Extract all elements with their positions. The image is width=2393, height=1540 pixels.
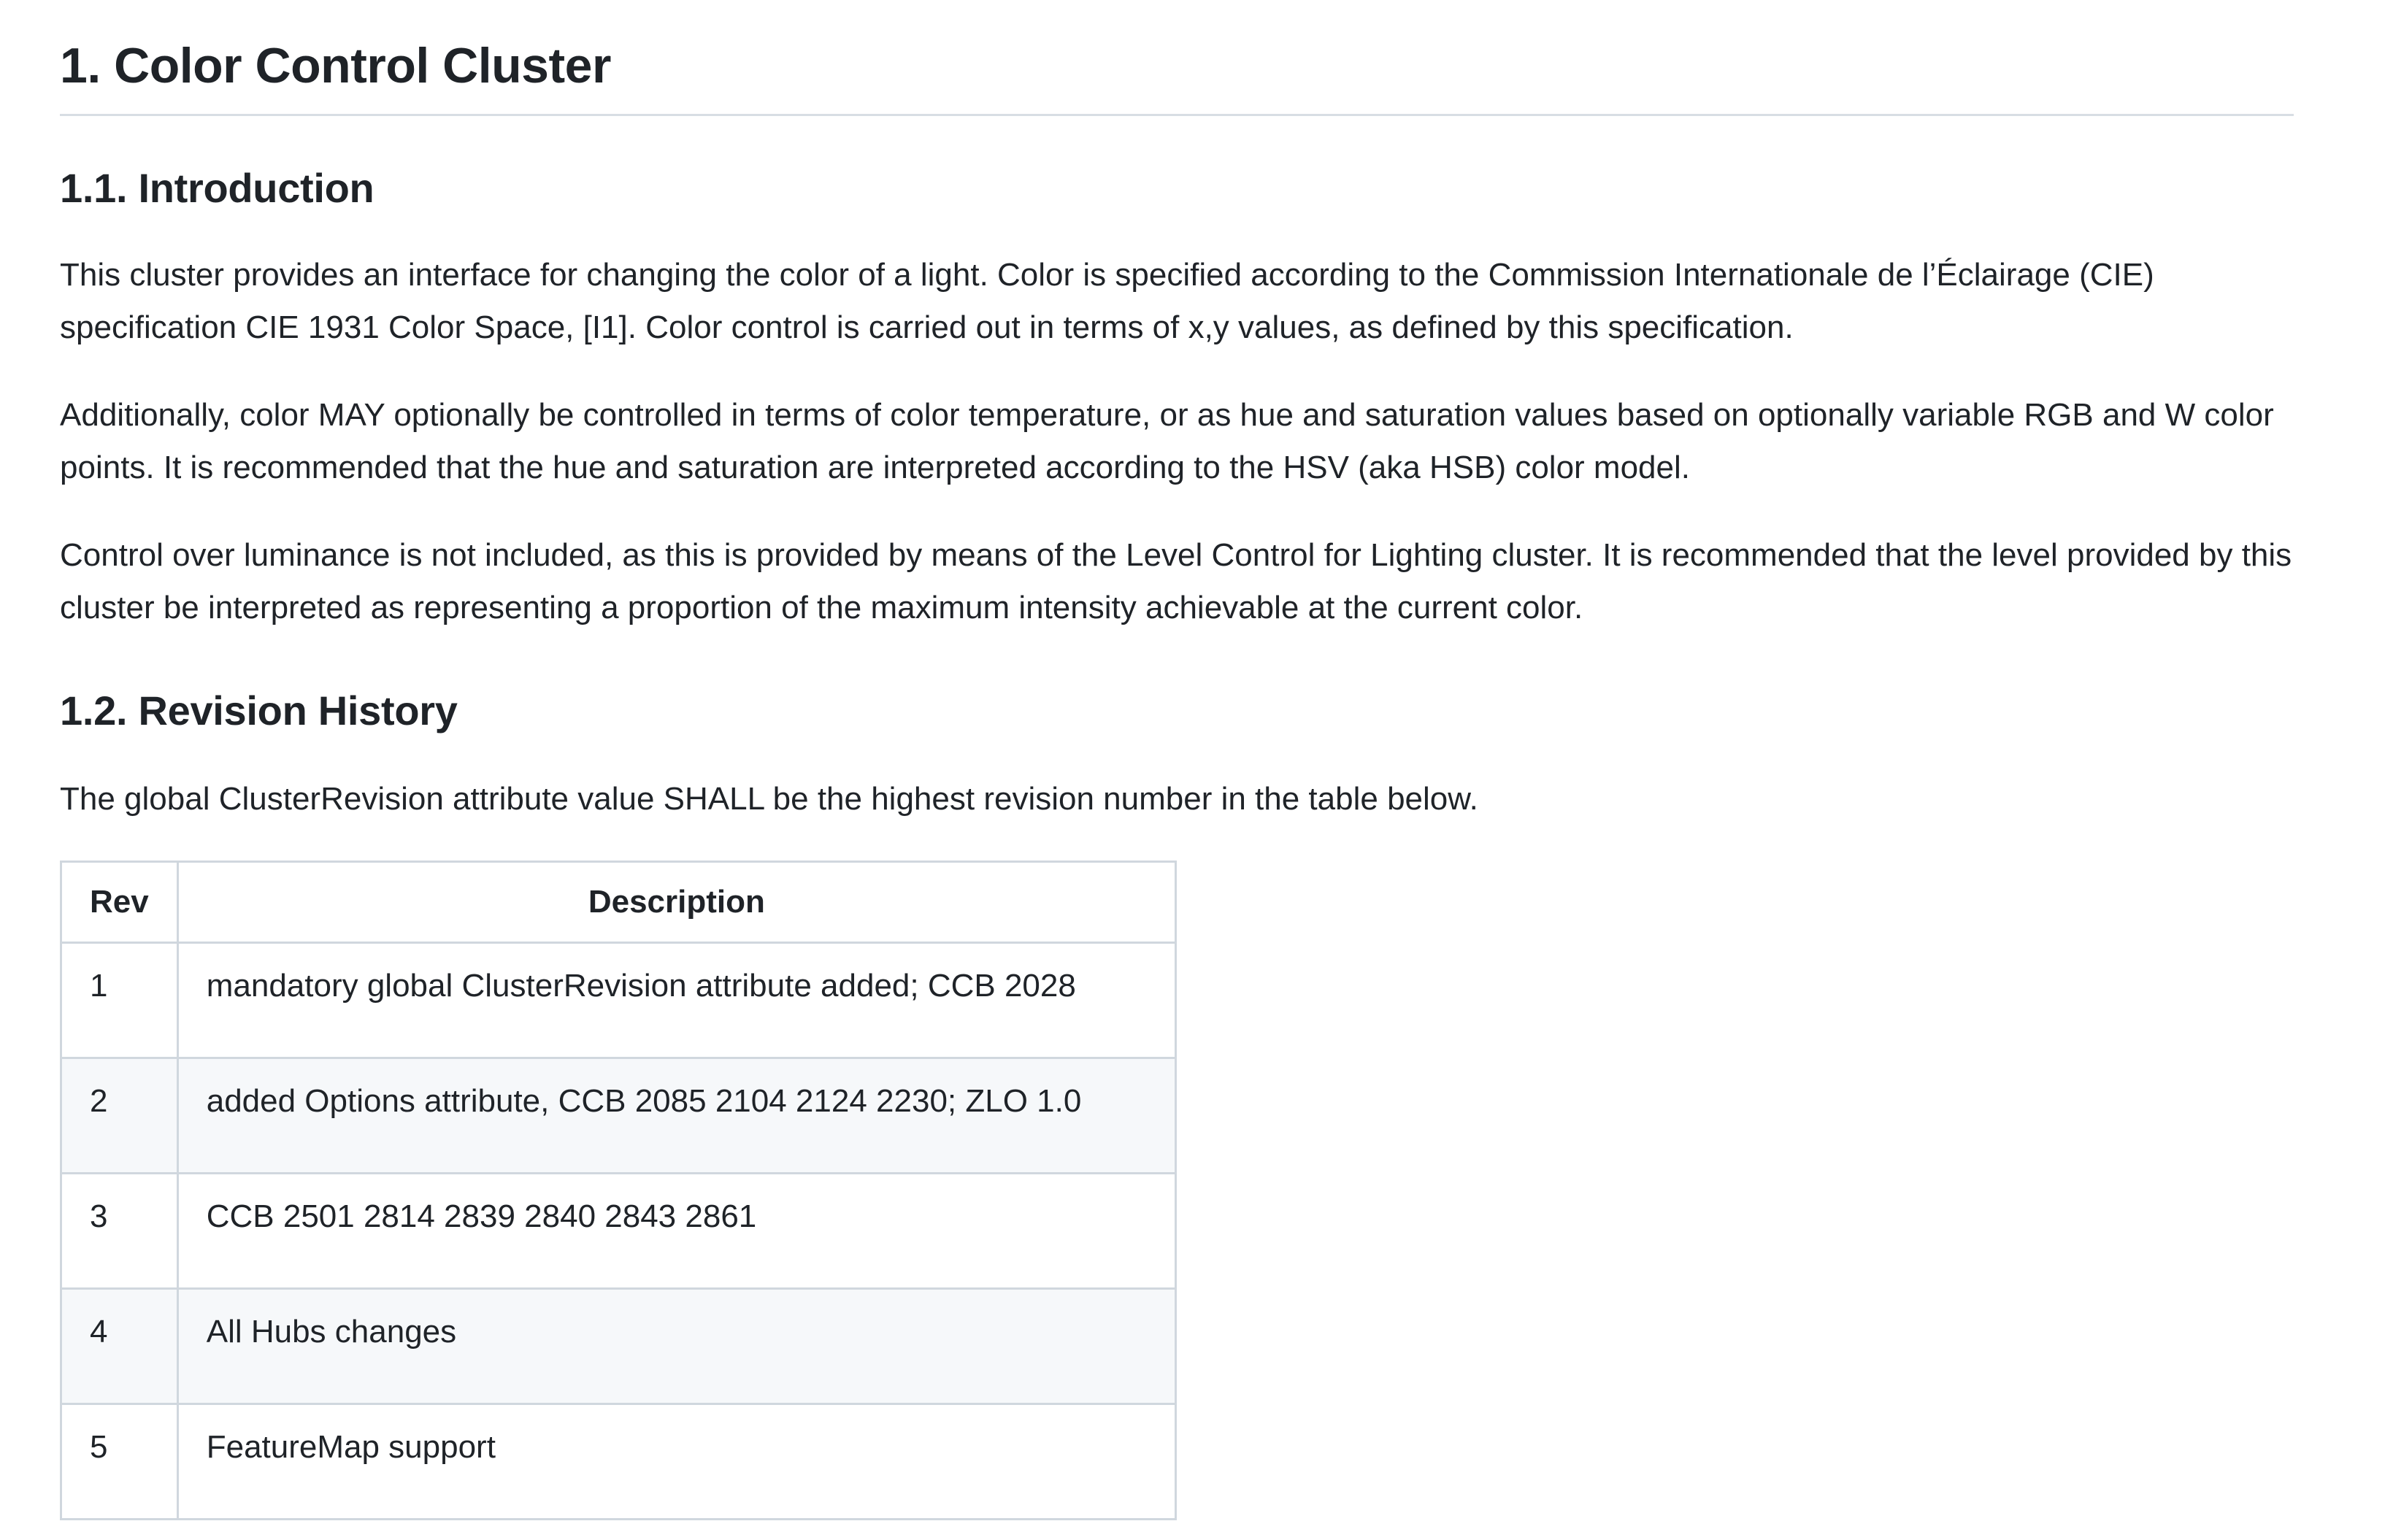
description-cell: added Options attribute, CCB 2085 2104 2124 2230; ZLO 1.0 xyxy=(177,1058,1175,1174)
table-row xyxy=(61,1289,1176,1404)
table-row xyxy=(61,1058,1176,1174)
intro-paragraph-3: Control over luminance is not included, as this is provided by means of the Level Control for Lighting cluster. It is recommended that the level provided by this cluster be interpreted as representing a proportion of the maximum intensity achievable at the current color. xyxy=(60,537,2292,625)
rev-cell: 2 xyxy=(61,1058,178,1174)
rev-cell: 1 xyxy=(61,943,178,1058)
description-cell: CCB 2501 2814 2839 2840 2843 2861 xyxy=(177,1174,1175,1289)
table-header-row xyxy=(61,862,1176,943)
document-page xyxy=(60,0,2294,1520)
table-row xyxy=(61,1404,1176,1520)
column-header-description: Description xyxy=(177,862,1175,943)
rev-cell: 4 xyxy=(61,1289,178,1404)
description-cell: All Hubs changes xyxy=(177,1289,1175,1404)
column-header-rev: Rev xyxy=(61,862,178,943)
introduction-heading: 1.1. Introduction xyxy=(60,165,374,211)
table-row xyxy=(61,943,1176,1058)
intro-paragraph-2: Additionally, color MAY optionally be controlled in terms of color temperature, or as hue and saturation values based on optionally variable RGB and W color points. It is recommended that the hue and saturation are interpreted according to the HSV (aka HSB) color model. xyxy=(60,397,2274,485)
revision-history-heading: 1.2. Revision History xyxy=(60,688,458,734)
intro-paragraph-1: This cluster provides an interface for changing the color of a light. Color is specified according to the Commission Internationale de l’Éclairage (CIE) specification CIE 1931 Color Space, [I1]. Color control is carried out in terms of x,y values, as defined by this specification. xyxy=(60,257,2154,345)
rev-cell: 5 xyxy=(61,1404,178,1520)
rev-cell: 3 xyxy=(61,1174,178,1289)
page-title: 1. Color Control Cluster xyxy=(60,0,2294,116)
description-cell: mandatory global ClusterRevision attribute added; CCB 2028 xyxy=(177,943,1175,1058)
revision-history-text: The global ClusterRevision attribute value SHALL be the highest revision number in the table below. xyxy=(60,781,1478,817)
revision-table xyxy=(60,861,1177,1520)
description-cell: FeatureMap support xyxy=(177,1404,1175,1520)
table-row xyxy=(61,1174,1176,1289)
